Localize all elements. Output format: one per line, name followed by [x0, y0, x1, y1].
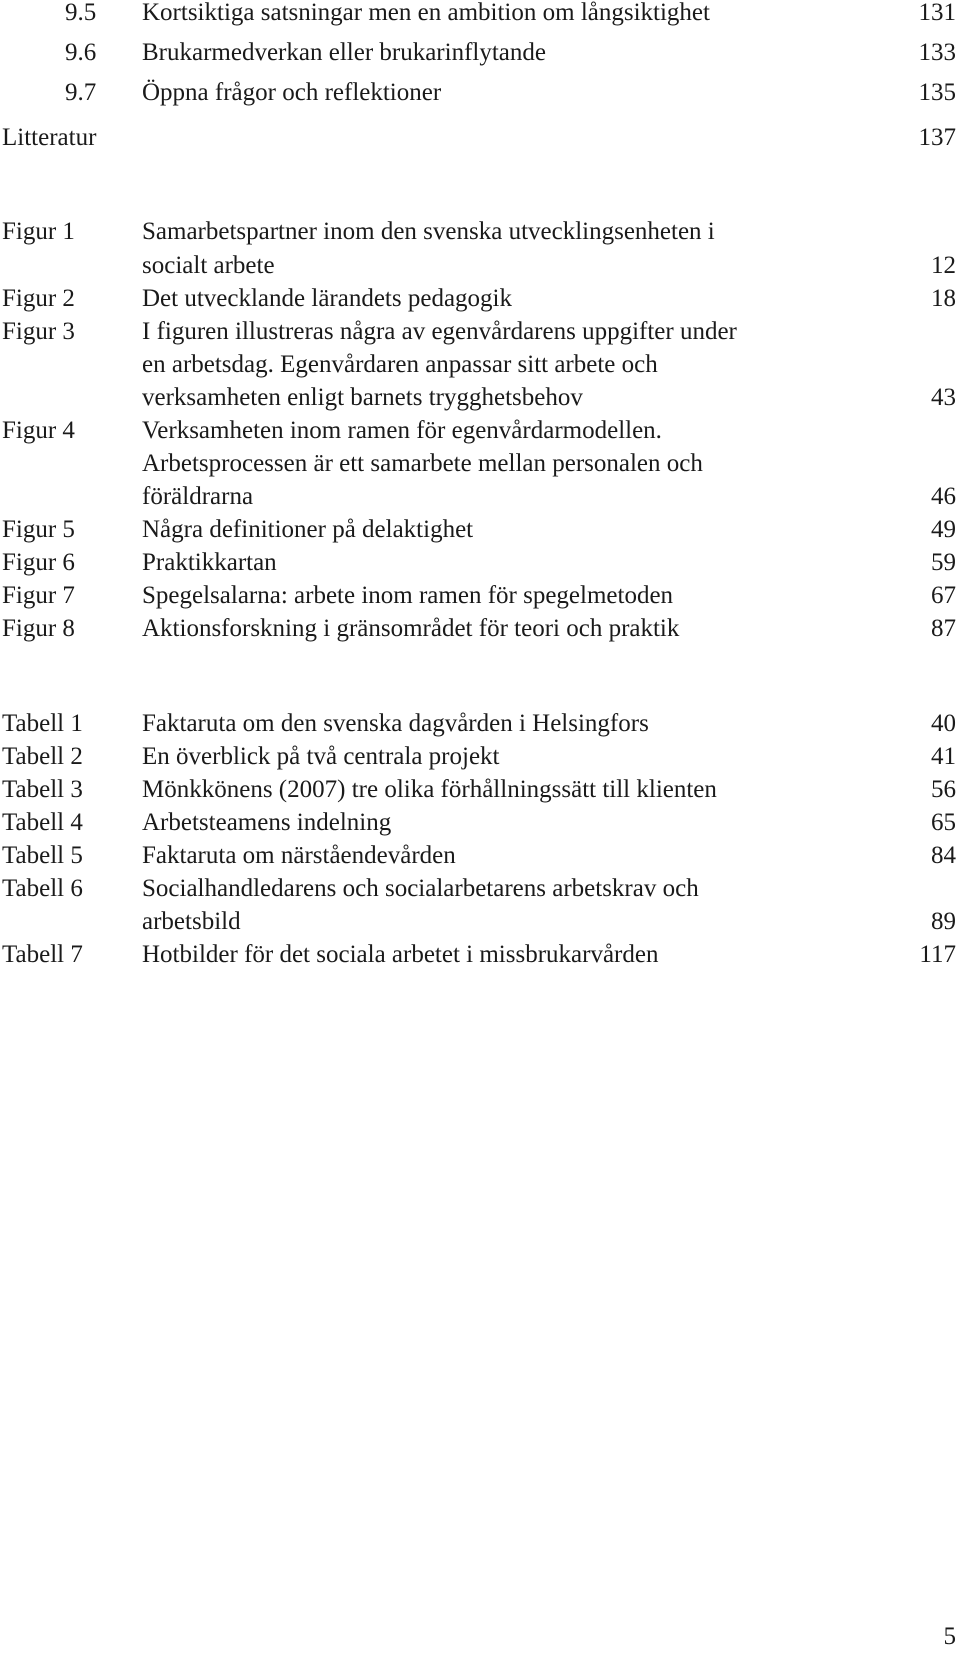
figure-entry[interactable]: [0, 282, 960, 316]
table-entry-continuation: [0, 905, 960, 939]
figure-entry-continuation: [0, 480, 960, 514]
figure-label: Figur 7: [2, 582, 75, 609]
table-caption-line: arbetsbild: [142, 908, 241, 935]
table-label: Tabell 2: [2, 743, 83, 770]
figure-caption-line: Arbetsprocessen är ett samarbete mellan personalen och: [142, 450, 703, 477]
table-page-number: 117: [919, 941, 956, 968]
figure-page-number: 18: [931, 285, 956, 312]
figure-label: Figur 2: [2, 285, 75, 312]
table-caption-line: Mönkkönens (2007) tre olika förhållningssätt till klienten: [142, 776, 717, 803]
toc-section-number: 9.6: [65, 39, 97, 66]
toc-page-number: 135: [918, 79, 956, 106]
toc-section-number: 9.5: [65, 0, 97, 26]
figure-caption-line: Aktionsforskning i gränsområdet för teori och praktik: [142, 615, 680, 642]
page-number: 5: [943, 1623, 956, 1650]
figure-label: Figur 8: [2, 615, 75, 642]
figure-caption-line: Spegelsalarna: arbete inom ramen för spegelmetoden: [142, 582, 674, 609]
toc-section-title: Öppna frågor och reflektioner: [142, 79, 442, 106]
table-entry[interactable]: [0, 938, 960, 972]
figure-caption-line: Verksamheten inom ramen för egenvårdarmodellen.: [142, 417, 662, 444]
toc-section-title: Kortsiktiga satsningar men en ambition om långsiktighet: [142, 0, 710, 26]
table-page-number: 41: [931, 743, 956, 770]
table-label: Tabell 4: [2, 809, 83, 836]
figure-entry-continuation: [0, 249, 960, 283]
figure-page-number: 67: [931, 582, 956, 609]
toc-page-number: 137: [918, 124, 956, 151]
figure-caption-line: en arbetsdag. Egenvårdaren anpassar sitt arbete och: [142, 351, 658, 378]
figure-page-number: 43: [931, 384, 956, 411]
table-entry[interactable]: [0, 707, 960, 741]
figure-page-number: 87: [931, 615, 956, 642]
figure-entry[interactable]: [0, 579, 960, 613]
figure-caption-line: föräldrarna: [142, 483, 254, 510]
table-caption-line: Faktaruta om den svenska dagvården i Helsingfors: [142, 710, 649, 737]
table-page-number: 84: [931, 842, 956, 869]
toc-entry[interactable]: [0, 76, 960, 110]
toc-literature-title: Litteratur: [2, 124, 97, 151]
figure-label: Figur 4: [2, 417, 75, 444]
table-page-number: 89: [931, 908, 956, 935]
figure-caption-line: I figuren illustreras några av egenvårdarens uppgifter under: [142, 318, 737, 345]
figure-page-number: 59: [931, 549, 956, 576]
toc-page-number: 133: [918, 39, 956, 66]
figure-caption-line: Några definitioner på delaktighet: [142, 516, 474, 543]
table-page-number: 65: [931, 809, 956, 836]
table-label: Tabell 5: [2, 842, 83, 869]
table-label: Tabell 7: [2, 941, 83, 968]
table-caption-line: En överblick på två centrala projekt: [142, 743, 500, 770]
table-entry[interactable]: [0, 806, 960, 840]
figure-caption-line: Praktikkartan: [142, 549, 277, 576]
table-caption-line: Hotbilder för det sociala arbetet i missbrukarvården: [142, 941, 659, 968]
toc-section-title: Brukarmedverkan eller brukarinflytande: [142, 39, 546, 66]
figure-caption-line: Samarbetspartner inom den svenska utvecklingsenheten i: [142, 218, 715, 245]
toc-page-number: 131: [918, 0, 956, 26]
toc-entry[interactable]: [0, 0, 960, 30]
figure-entry[interactable]: [0, 513, 960, 547]
figure-page-number: 46: [931, 483, 956, 510]
table-label: Tabell 6: [2, 875, 83, 902]
figure-caption-line: verksamheten enligt barnets trygghetsbehov: [142, 384, 583, 411]
figure-entry[interactable]: [0, 414, 960, 448]
table-page-number: 56: [931, 776, 956, 803]
table-entry[interactable]: [0, 773, 960, 807]
table-entry[interactable]: [0, 839, 960, 873]
figure-page-number: 12: [931, 252, 956, 279]
table-caption-line: Arbetsteamens indelning: [142, 809, 392, 836]
table-entry[interactable]: [0, 872, 960, 906]
figure-label: Figur 5: [2, 516, 75, 543]
figure-caption-line: Det utvecklande lärandets pedagogik: [142, 285, 512, 312]
toc-entry-literature[interactable]: [0, 121, 960, 155]
figure-caption-line: socialt arbete: [142, 252, 275, 279]
toc-section-number: 9.7: [65, 79, 97, 106]
figure-label: Figur 3: [2, 318, 75, 345]
table-page-number: 40: [931, 710, 956, 737]
figure-entry-continuation: [0, 348, 960, 382]
figure-entry[interactable]: [0, 546, 960, 580]
figure-label: Figur 6: [2, 549, 75, 576]
figure-entry[interactable]: [0, 215, 960, 249]
figure-entry-continuation: [0, 447, 960, 481]
figure-label: Figur 1: [2, 218, 75, 245]
table-label: Tabell 1: [2, 710, 83, 737]
table-label: Tabell 3: [2, 776, 83, 803]
table-caption-line: Socialhandledarens och socialarbetarens arbetskrav och: [142, 875, 699, 902]
figure-entry[interactable]: [0, 315, 960, 349]
toc-entry[interactable]: [0, 36, 960, 70]
table-entry[interactable]: [0, 740, 960, 774]
figure-entry-continuation: [0, 381, 960, 415]
table-caption-line: Faktaruta om närståendevården: [142, 842, 456, 869]
figure-page-number: 49: [931, 516, 956, 543]
figure-entry[interactable]: [0, 612, 960, 646]
